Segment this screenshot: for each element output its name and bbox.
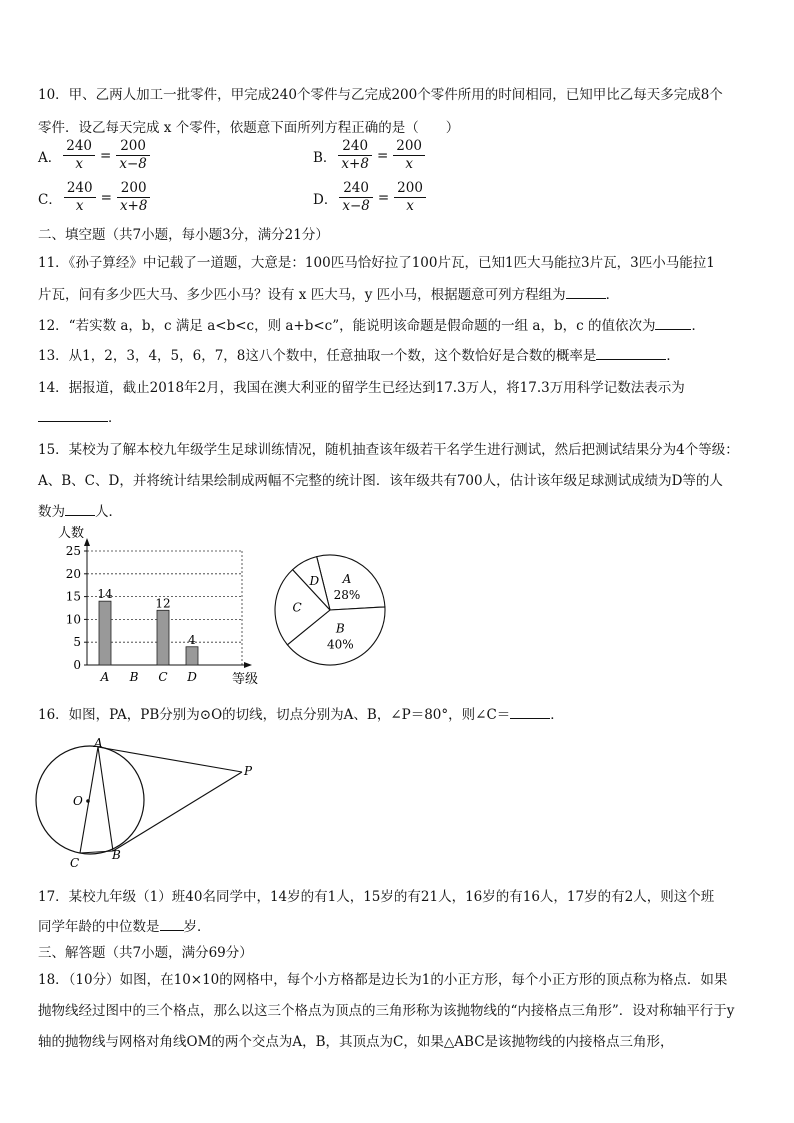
- y-axis-label: 人数: [58, 526, 85, 541]
- fraction-right: $\frac{200}{x}$: [393, 138, 425, 173]
- q11-line1: 11．《孙子算经》中记载了一道题，大意是：100匹马恰好拉了100片瓦，已知1匹大马能拉3片瓦，3匹小马能拉1: [38, 255, 715, 271]
- pie-value-label: 40%: [327, 637, 354, 652]
- q18-line1: 18．（10分）如图，在10×10的网格中，每个小方格都是边长为1的小正方形，每个小正方形的顶点称为格点．如果: [38, 972, 728, 988]
- q11-line2: [38, 283, 619, 303]
- answer-blank[interactable]: [65, 503, 95, 516]
- bar-data-label: 12: [155, 596, 171, 611]
- center-point: [86, 799, 90, 803]
- q13-text: 13．从1，2，3，4，5，6，7，8这八个数中，任意抽取一个数，这个数恰好是合数的概率是: [38, 348, 597, 364]
- q15-text: 数为: [38, 504, 65, 520]
- y-tick-label: 0: [73, 658, 81, 672]
- q13-end: ．: [666, 348, 680, 364]
- y-tick-label: 5: [73, 635, 81, 650]
- q14-end: ．: [108, 410, 122, 426]
- q16-text: 16．如图，PA，PB分别为⊙O的切线，切点分别为A、B，∠P＝80°，则∠C＝: [38, 707, 511, 723]
- q14-line2: [38, 406, 122, 426]
- section3-heading: 三、解答题（共7小题，满分69分）: [38, 945, 253, 961]
- section2-heading: 二、填空题（共7小题，每小题3分，满分21分）: [38, 227, 329, 243]
- answer-blank[interactable]: [566, 286, 606, 299]
- tangent-pb: [113, 772, 242, 851]
- q12-line: [38, 314, 705, 334]
- pie-label: D: [309, 573, 320, 588]
- fraction-left: $\frac{240}{x-8}$: [339, 180, 373, 215]
- bar-data-label: 14: [97, 587, 113, 602]
- q18-line2: 抛物线经过图中的三个格点，那么以这三个格点为顶点的三角形称为该抛物线的“内接格点三角形”．设对称轴平行于y: [38, 1003, 735, 1019]
- fraction-right: $\frac{200}{x+8}$: [117, 180, 151, 215]
- q10-line1: 10．甲、乙两人加工一批零件，甲完成240个零件与乙完成200个零件所用的时间相同，已知甲比乙每天多完成8个: [38, 87, 723, 103]
- answer-blank[interactable]: [38, 409, 108, 422]
- point-p-label: P: [244, 764, 253, 778]
- chord-cb: [80, 851, 113, 853]
- option-label: C．: [38, 191, 62, 208]
- bar-chart: [50, 522, 280, 688]
- equals-sign: =: [376, 147, 389, 164]
- q10-option-b[interactable]: [313, 138, 427, 173]
- y-tick-label: 20: [65, 566, 81, 581]
- q10-option-c[interactable]: [38, 180, 152, 215]
- q10-option-d[interactable]: [313, 180, 428, 215]
- q11-end: ．: [605, 287, 620, 303]
- equals-sign: =: [377, 189, 390, 206]
- pie-chart: [272, 540, 392, 680]
- fraction-left: $\frac{240}{x+8}$: [338, 138, 372, 173]
- q15-end: 人．: [95, 504, 122, 520]
- y-tick-label: 15: [65, 589, 81, 604]
- pie-value-label: 28%: [333, 587, 361, 602]
- chord-ab: [98, 747, 113, 851]
- y-tick-label: 10: [65, 612, 81, 627]
- point-a-label: A: [94, 736, 103, 750]
- q15-line2: A、B、C、D，并将统计结果绘制成两幅不完整的统计图．该年级共有700人，估计该年级足球测试成绩为D等的人: [38, 473, 723, 489]
- equals-sign: =: [100, 189, 112, 206]
- y-axis-arrow: [84, 538, 90, 546]
- x-axis-label: 等级: [232, 672, 259, 687]
- answer-blank[interactable]: [160, 918, 184, 931]
- answer-blank[interactable]: [596, 347, 666, 360]
- pie-label: A: [342, 571, 352, 586]
- q10-line2: 零件．设乙每天完成 x 个零件，依题意下面所列方程正确的是（ ）: [38, 120, 460, 136]
- q16-end: ．: [550, 707, 564, 723]
- q12-end: ．: [691, 318, 705, 334]
- q17-line1: 17．某校九年级（1）班40名同学中，14岁的有1人，15岁的有21人，16岁的有16人，17岁的有2人，则这个班: [38, 889, 715, 905]
- fraction-right: $\frac{200}{x}$: [394, 180, 426, 215]
- q18-line3: 轴的抛物线与网格对角线OM的两个交点为A，B，其顶点为C，如果△ABC是该抛物线的内接格点三角形，: [38, 1034, 674, 1050]
- bar-D: [186, 647, 198, 665]
- answer-blank[interactable]: [655, 317, 691, 330]
- circle-o: [36, 746, 144, 854]
- bar-A: [99, 601, 111, 665]
- option-label: A．: [38, 149, 62, 166]
- y-tick-label: 25: [65, 544, 81, 558]
- q17-line2: [38, 915, 211, 935]
- fraction-right: $\frac{200}{x-8}$: [116, 138, 150, 173]
- q17-text: 同学年龄的中位数是: [38, 919, 160, 935]
- equals-sign: =: [100, 147, 112, 164]
- option-label: D．: [313, 191, 338, 208]
- q15-line3: [38, 500, 122, 520]
- answer-blank[interactable]: [510, 706, 550, 719]
- point-c-label: C: [70, 856, 80, 870]
- category-label: A: [100, 670, 110, 684]
- tangent-pa: [98, 747, 242, 772]
- category-label: C: [158, 670, 168, 684]
- category-label: B: [129, 670, 139, 684]
- q10-option-a[interactable]: [38, 138, 152, 173]
- fraction-left: $\frac{240}{x}$: [63, 138, 95, 173]
- q14-line1: 14．据报道，截止2018年2月，我国在澳大利亚的留学生已经达到17.3万人，将17.3万用科学记数法表示为: [38, 380, 685, 396]
- pie-label: B: [335, 621, 345, 636]
- q15-line1: 15．某校为了解本校九年级学生足球训练情况，随机抽查该年级若干名学生进行测试，然后把测试结果分为4个等级：: [38, 442, 739, 458]
- point-o-label: O: [73, 794, 83, 808]
- q16-line: [38, 703, 564, 723]
- q13-line: [38, 344, 680, 364]
- category-label: D: [187, 670, 197, 684]
- q17-end: 岁．: [183, 919, 211, 935]
- bar-C: [157, 610, 169, 665]
- fraction-left: $\frac{240}{x}$: [64, 180, 96, 215]
- q11-text: 片瓦，问有多少匹大马、多少匹小马？设有 x 匹大马，y 匹小马，根据题意可列方程组为: [38, 287, 566, 303]
- pie-label: C: [292, 600, 302, 615]
- point-b-label: B: [112, 848, 121, 862]
- option-label: B．: [313, 149, 337, 166]
- x-axis-arrow: [244, 662, 252, 668]
- q12-text: 12．“若实数 a，b，c 满足 a<b<c，则 a+b<c”，能说明该命题是假命题的一组 a，b，c 的值依次为: [38, 318, 656, 334]
- bar-data-label: 4: [188, 632, 196, 647]
- tangent-figure: [30, 735, 270, 870]
